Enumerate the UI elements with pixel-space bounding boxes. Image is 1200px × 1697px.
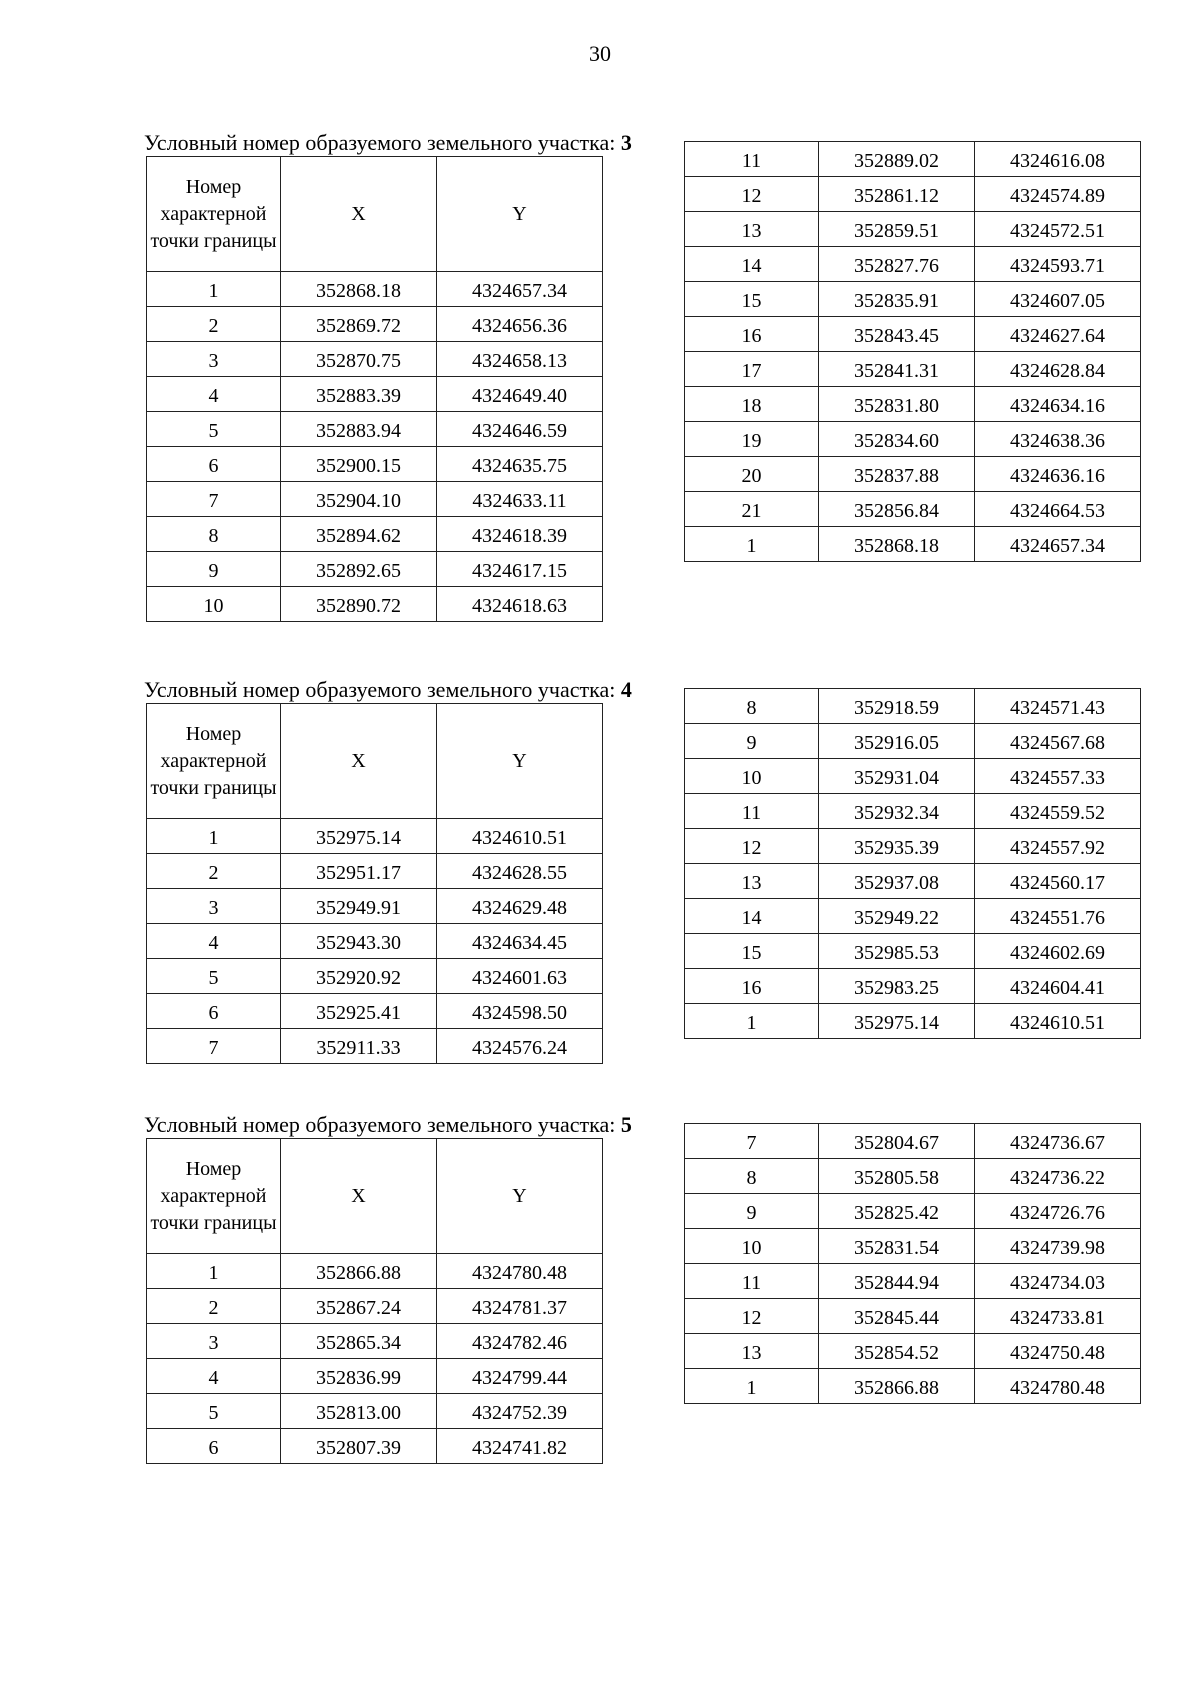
table-body xyxy=(685,142,1141,562)
table-body xyxy=(147,272,603,622)
x-cell: 352951.17 xyxy=(281,854,437,889)
point-cell: 8 xyxy=(147,517,281,552)
table-body xyxy=(685,689,1141,1039)
x-cell: 352918.59 xyxy=(819,689,975,724)
point-cell: 11 xyxy=(685,794,819,829)
table-row xyxy=(685,1369,1141,1404)
point-cell: 6 xyxy=(147,994,281,1029)
table-row xyxy=(685,282,1141,317)
point-cell: 7 xyxy=(685,1124,819,1159)
point-cell: 15 xyxy=(685,282,819,317)
point-cell: 3 xyxy=(147,889,281,924)
y-cell: 4324559.52 xyxy=(975,794,1141,829)
table-row xyxy=(685,247,1141,282)
header-y: Y xyxy=(437,157,603,272)
y-cell: 4324741.82 xyxy=(437,1429,603,1464)
header-row xyxy=(147,1139,603,1254)
caption-text: Условный номер образуемого земельного участка: xyxy=(144,130,616,155)
table-row xyxy=(147,1254,603,1289)
coordinates-table-right xyxy=(684,688,1141,1039)
point-cell: 16 xyxy=(685,317,819,352)
y-cell: 4324602.69 xyxy=(975,934,1141,969)
point-cell: 10 xyxy=(147,587,281,622)
y-cell: 4324610.51 xyxy=(437,819,603,854)
y-cell: 4324656.36 xyxy=(437,307,603,342)
point-cell: 12 xyxy=(685,177,819,212)
table-row xyxy=(147,959,603,994)
x-cell: 352867.24 xyxy=(281,1289,437,1324)
parcel-number: 4 xyxy=(620,677,632,702)
point-cell: 9 xyxy=(685,724,819,759)
table-row xyxy=(685,177,1141,212)
x-cell: 352943.30 xyxy=(281,924,437,959)
page-number: 30 xyxy=(589,41,611,66)
section-caption xyxy=(144,130,632,156)
x-cell: 352859.51 xyxy=(819,212,975,247)
y-cell: 4324557.33 xyxy=(975,759,1141,794)
point-cell: 4 xyxy=(147,924,281,959)
x-cell: 352831.54 xyxy=(819,1229,975,1264)
section-caption xyxy=(144,1112,632,1138)
table-row xyxy=(685,1124,1141,1159)
header-x: X xyxy=(281,704,437,819)
table-row xyxy=(685,212,1141,247)
y-cell: 4324627.64 xyxy=(975,317,1141,352)
table-row xyxy=(147,889,603,924)
x-cell: 352883.39 xyxy=(281,377,437,412)
y-cell: 4324598.50 xyxy=(437,994,603,1029)
point-cell: 12 xyxy=(685,829,819,864)
table-row xyxy=(685,527,1141,562)
y-cell: 4324607.05 xyxy=(975,282,1141,317)
point-cell: 14 xyxy=(685,899,819,934)
table-row xyxy=(147,924,603,959)
y-cell: 4324574.89 xyxy=(975,177,1141,212)
coordinates-table-left xyxy=(146,703,603,1064)
table-row xyxy=(147,552,603,587)
table-row xyxy=(147,854,603,889)
header-point: Номер характерной точки границы xyxy=(147,157,281,272)
y-cell: 4324629.48 xyxy=(437,889,603,924)
point-cell: 6 xyxy=(147,1429,281,1464)
point-cell: 14 xyxy=(685,247,819,282)
x-cell: 352866.88 xyxy=(281,1254,437,1289)
table-row xyxy=(685,969,1141,1004)
coordinates-table-right xyxy=(684,1123,1141,1404)
table-row xyxy=(685,352,1141,387)
table-row xyxy=(147,447,603,482)
x-cell: 352827.76 xyxy=(819,247,975,282)
y-cell: 4324736.22 xyxy=(975,1159,1141,1194)
point-cell: 6 xyxy=(147,447,281,482)
x-cell: 352904.10 xyxy=(281,482,437,517)
table-row xyxy=(147,342,603,377)
table-row xyxy=(685,422,1141,457)
x-cell: 352866.88 xyxy=(819,1369,975,1404)
table-row xyxy=(685,387,1141,422)
x-cell: 352868.18 xyxy=(281,272,437,307)
table-row xyxy=(147,412,603,447)
header-x: X xyxy=(281,157,437,272)
y-cell: 4324657.34 xyxy=(437,272,603,307)
point-cell: 7 xyxy=(147,482,281,517)
parcel-number: 3 xyxy=(620,130,632,155)
table-header xyxy=(147,1139,603,1254)
point-cell: 12 xyxy=(685,1299,819,1334)
y-cell: 4324799.44 xyxy=(437,1359,603,1394)
table-row xyxy=(685,1159,1141,1194)
table-row xyxy=(685,899,1141,934)
table-row xyxy=(685,829,1141,864)
point-cell: 1 xyxy=(685,1004,819,1039)
x-cell: 352883.94 xyxy=(281,412,437,447)
point-cell: 18 xyxy=(685,387,819,422)
table-row xyxy=(685,457,1141,492)
coordinates-table-right xyxy=(684,141,1141,562)
x-cell: 352911.33 xyxy=(281,1029,437,1064)
point-cell: 10 xyxy=(685,1229,819,1264)
x-cell: 352865.34 xyxy=(281,1324,437,1359)
y-cell: 4324593.71 xyxy=(975,247,1141,282)
table-row xyxy=(685,934,1141,969)
table-row xyxy=(685,1334,1141,1369)
table-row xyxy=(147,272,603,307)
x-cell: 352889.02 xyxy=(819,142,975,177)
y-cell: 4324780.48 xyxy=(975,1369,1141,1404)
point-cell: 15 xyxy=(685,934,819,969)
x-cell: 352834.60 xyxy=(819,422,975,457)
x-cell: 352825.42 xyxy=(819,1194,975,1229)
point-cell: 8 xyxy=(685,689,819,724)
y-cell: 4324601.63 xyxy=(437,959,603,994)
x-cell: 352870.75 xyxy=(281,342,437,377)
point-cell: 13 xyxy=(685,212,819,247)
point-cell: 21 xyxy=(685,492,819,527)
y-cell: 4324628.55 xyxy=(437,854,603,889)
x-cell: 352935.39 xyxy=(819,829,975,864)
y-cell: 4324634.16 xyxy=(975,387,1141,422)
table-row xyxy=(685,689,1141,724)
table-body xyxy=(685,1124,1141,1404)
y-cell: 4324736.67 xyxy=(975,1124,1141,1159)
x-cell: 352890.72 xyxy=(281,587,437,622)
y-cell: 4324646.59 xyxy=(437,412,603,447)
header-point: Номер характерной точки границы xyxy=(147,1139,281,1254)
x-cell: 352831.80 xyxy=(819,387,975,422)
parcel-number: 5 xyxy=(620,1112,632,1137)
point-cell: 3 xyxy=(147,1324,281,1359)
table-row xyxy=(685,1264,1141,1299)
y-cell: 4324616.08 xyxy=(975,142,1141,177)
coordinates-table-left xyxy=(146,156,603,622)
table-row xyxy=(685,759,1141,794)
caption-text: Условный номер образуемого земельного участка: xyxy=(144,1112,616,1137)
table-row xyxy=(147,1359,603,1394)
x-cell: 352868.18 xyxy=(819,527,975,562)
x-cell: 352983.25 xyxy=(819,969,975,1004)
x-cell: 352949.22 xyxy=(819,899,975,934)
point-cell: 7 xyxy=(147,1029,281,1064)
point-cell: 17 xyxy=(685,352,819,387)
point-cell: 19 xyxy=(685,422,819,457)
point-cell: 1 xyxy=(147,1254,281,1289)
x-cell: 352854.52 xyxy=(819,1334,975,1369)
x-cell: 352937.08 xyxy=(819,864,975,899)
header-y: Y xyxy=(437,704,603,819)
table-row xyxy=(147,587,603,622)
table-row xyxy=(147,377,603,412)
x-cell: 352931.04 xyxy=(819,759,975,794)
coordinates-table-left xyxy=(146,1138,603,1464)
x-cell: 352894.62 xyxy=(281,517,437,552)
point-cell: 1 xyxy=(147,819,281,854)
table-header xyxy=(147,704,603,819)
point-cell: 2 xyxy=(147,307,281,342)
x-cell: 352836.99 xyxy=(281,1359,437,1394)
point-cell: 13 xyxy=(685,1334,819,1369)
table-row xyxy=(147,307,603,342)
table-header xyxy=(147,157,603,272)
caption-text: Условный номер образуемого земельного участка: xyxy=(144,677,616,702)
y-cell: 4324610.51 xyxy=(975,1004,1141,1039)
header-row xyxy=(147,157,603,272)
point-cell: 5 xyxy=(147,412,281,447)
y-cell: 4324636.16 xyxy=(975,457,1141,492)
x-cell: 352949.91 xyxy=(281,889,437,924)
y-cell: 4324734.03 xyxy=(975,1264,1141,1299)
point-cell: 13 xyxy=(685,864,819,899)
point-cell: 1 xyxy=(147,272,281,307)
y-cell: 4324628.84 xyxy=(975,352,1141,387)
point-cell: 4 xyxy=(147,377,281,412)
x-cell: 352841.31 xyxy=(819,352,975,387)
y-cell: 4324781.37 xyxy=(437,1289,603,1324)
y-cell: 4324634.45 xyxy=(437,924,603,959)
y-cell: 4324572.51 xyxy=(975,212,1141,247)
table-row xyxy=(147,819,603,854)
point-cell: 20 xyxy=(685,457,819,492)
x-cell: 352804.67 xyxy=(819,1124,975,1159)
y-cell: 4324782.46 xyxy=(437,1324,603,1359)
y-cell: 4324649.40 xyxy=(437,377,603,412)
y-cell: 4324657.34 xyxy=(975,527,1141,562)
table-row xyxy=(147,994,603,1029)
table-row xyxy=(685,1299,1141,1334)
table-row xyxy=(685,1229,1141,1264)
y-cell: 4324733.81 xyxy=(975,1299,1141,1334)
y-cell: 4324664.53 xyxy=(975,492,1141,527)
table-body xyxy=(147,819,603,1064)
point-cell: 2 xyxy=(147,1289,281,1324)
point-cell: 10 xyxy=(685,759,819,794)
point-cell: 1 xyxy=(685,527,819,562)
y-cell: 4324551.76 xyxy=(975,899,1141,934)
table-row xyxy=(685,724,1141,759)
point-cell: 1 xyxy=(685,1369,819,1404)
x-cell: 352813.00 xyxy=(281,1394,437,1429)
x-cell: 352807.39 xyxy=(281,1429,437,1464)
x-cell: 352837.88 xyxy=(819,457,975,492)
x-cell: 352892.65 xyxy=(281,552,437,587)
header-y: Y xyxy=(437,1139,603,1254)
point-cell: 16 xyxy=(685,969,819,1004)
point-cell: 11 xyxy=(685,1264,819,1299)
table-row xyxy=(147,1429,603,1464)
table-row xyxy=(685,317,1141,352)
y-cell: 4324780.48 xyxy=(437,1254,603,1289)
table-row xyxy=(685,1004,1141,1039)
y-cell: 4324726.76 xyxy=(975,1194,1141,1229)
point-cell: 8 xyxy=(685,1159,819,1194)
y-cell: 4324618.63 xyxy=(437,587,603,622)
header-row xyxy=(147,704,603,819)
x-cell: 352975.14 xyxy=(819,1004,975,1039)
table-row xyxy=(685,492,1141,527)
section-caption xyxy=(144,677,632,703)
x-cell: 352805.58 xyxy=(819,1159,975,1194)
y-cell: 4324638.36 xyxy=(975,422,1141,457)
x-cell: 352920.92 xyxy=(281,959,437,994)
point-cell: 4 xyxy=(147,1359,281,1394)
y-cell: 4324576.24 xyxy=(437,1029,603,1064)
y-cell: 4324617.15 xyxy=(437,552,603,587)
table-row xyxy=(147,1029,603,1064)
x-cell: 352835.91 xyxy=(819,282,975,317)
y-cell: 4324750.48 xyxy=(975,1334,1141,1369)
y-cell: 4324560.17 xyxy=(975,864,1141,899)
table-row xyxy=(147,482,603,517)
x-cell: 352985.53 xyxy=(819,934,975,969)
x-cell: 352843.45 xyxy=(819,317,975,352)
y-cell: 4324658.13 xyxy=(437,342,603,377)
y-cell: 4324739.98 xyxy=(975,1229,1141,1264)
header-point: Номер характерной точки границы xyxy=(147,704,281,819)
x-cell: 352845.44 xyxy=(819,1299,975,1334)
table-row xyxy=(685,794,1141,829)
x-cell: 352925.41 xyxy=(281,994,437,1029)
point-cell: 5 xyxy=(147,1394,281,1429)
table-row xyxy=(147,1324,603,1359)
point-cell: 3 xyxy=(147,342,281,377)
table-row xyxy=(685,1194,1141,1229)
x-cell: 352900.15 xyxy=(281,447,437,482)
x-cell: 352975.14 xyxy=(281,819,437,854)
point-cell: 9 xyxy=(685,1194,819,1229)
table-body xyxy=(147,1254,603,1464)
y-cell: 4324567.68 xyxy=(975,724,1141,759)
y-cell: 4324604.41 xyxy=(975,969,1141,1004)
x-cell: 352932.34 xyxy=(819,794,975,829)
y-cell: 4324571.43 xyxy=(975,689,1141,724)
header-x: X xyxy=(281,1139,437,1254)
x-cell: 352869.72 xyxy=(281,307,437,342)
table-row xyxy=(147,1289,603,1324)
table-row xyxy=(685,142,1141,177)
point-cell: 11 xyxy=(685,142,819,177)
x-cell: 352856.84 xyxy=(819,492,975,527)
x-cell: 352916.05 xyxy=(819,724,975,759)
point-cell: 5 xyxy=(147,959,281,994)
table-row xyxy=(147,517,603,552)
table-row xyxy=(147,1394,603,1429)
y-cell: 4324635.75 xyxy=(437,447,603,482)
y-cell: 4324633.11 xyxy=(437,482,603,517)
table-row xyxy=(685,864,1141,899)
y-cell: 4324752.39 xyxy=(437,1394,603,1429)
y-cell: 4324557.92 xyxy=(975,829,1141,864)
y-cell: 4324618.39 xyxy=(437,517,603,552)
x-cell: 352861.12 xyxy=(819,177,975,212)
point-cell: 9 xyxy=(147,552,281,587)
x-cell: 352844.94 xyxy=(819,1264,975,1299)
point-cell: 2 xyxy=(147,854,281,889)
